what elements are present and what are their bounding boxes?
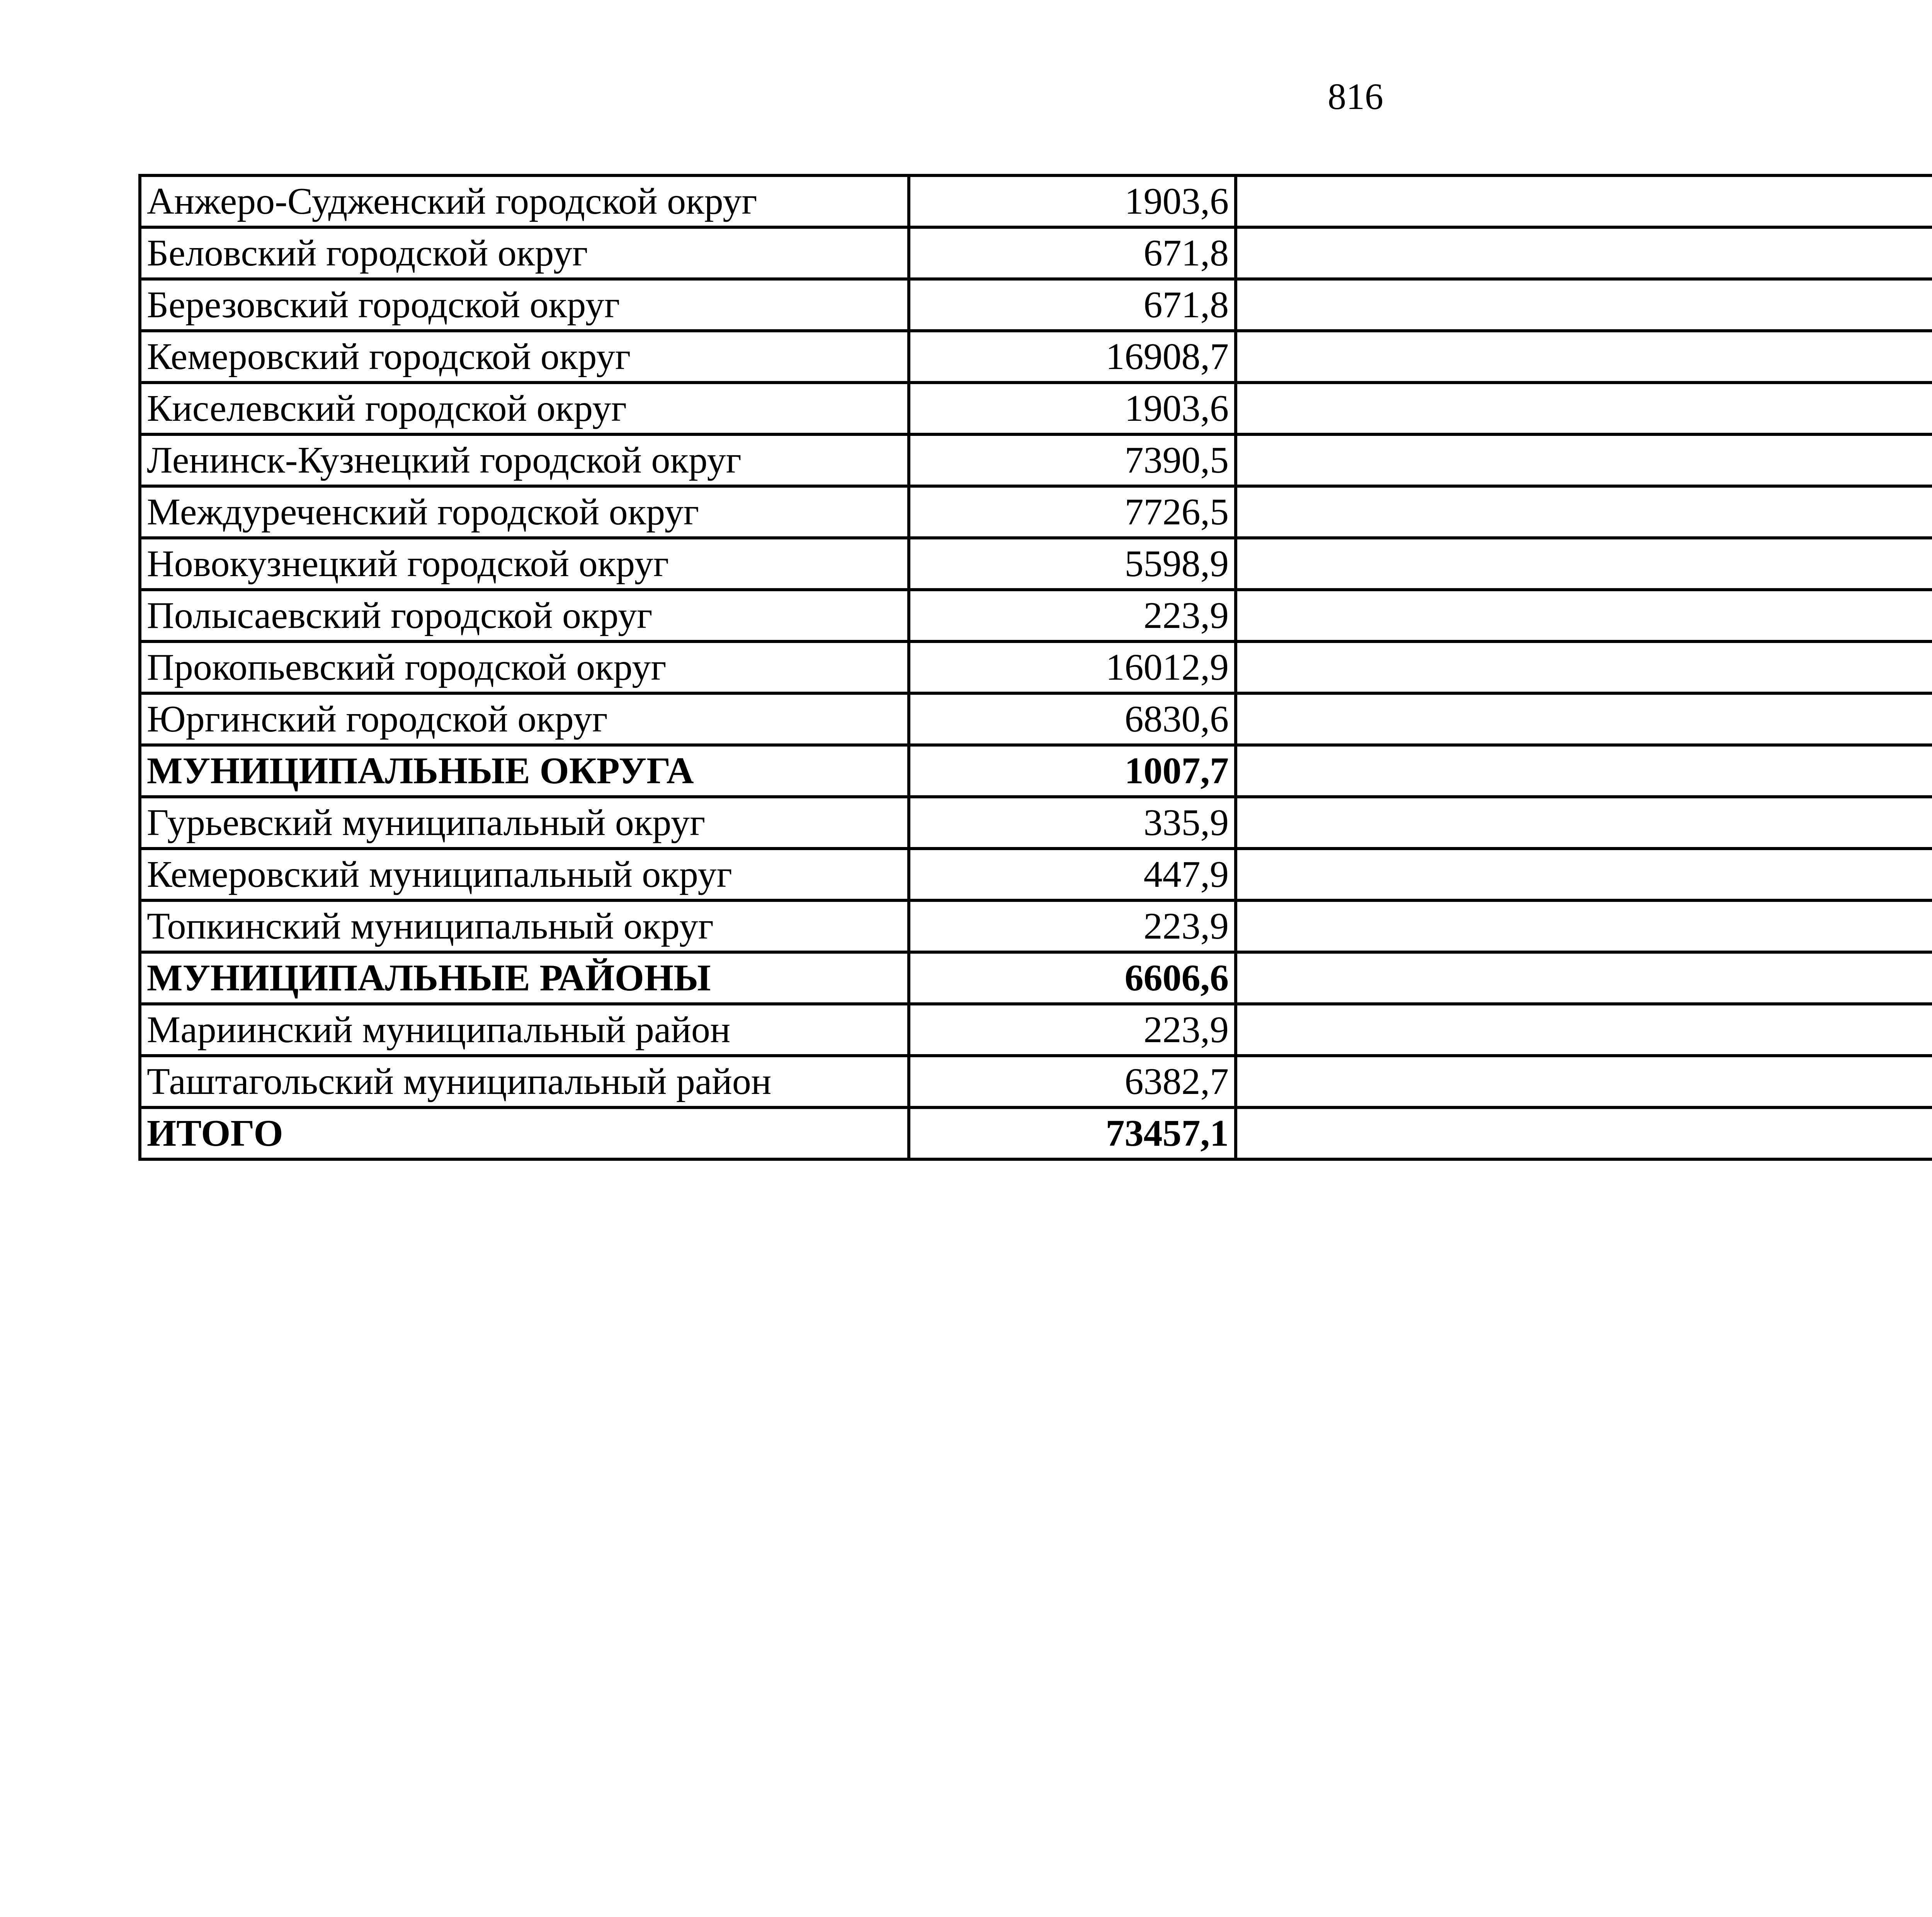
row-name-cell: Междуреченский городской округ bbox=[140, 486, 909, 538]
row-value2-cell bbox=[1236, 279, 1932, 331]
row-value1-cell: 6606,6 bbox=[909, 952, 1236, 1004]
row-value1-cell: 223,9 bbox=[909, 590, 1236, 641]
row-name-cell: Прокопьевский городской округ bbox=[140, 641, 909, 693]
table-row bbox=[140, 797, 1932, 849]
row-value2-cell bbox=[1236, 797, 1932, 849]
row-value2-cell bbox=[1236, 331, 1932, 383]
table-row-subtotal bbox=[140, 952, 1932, 1004]
row-name-cell: Анжеро-Судженский городской округ bbox=[140, 175, 909, 227]
table-body bbox=[140, 175, 1932, 1159]
table-row-total bbox=[140, 1107, 1932, 1159]
row-name-cell: Кемеровский муниципальный округ bbox=[140, 849, 909, 900]
row-value2-cell bbox=[1236, 434, 1932, 486]
row-value1-cell: 671,8 bbox=[909, 227, 1236, 279]
row-value1-cell: 6382,7 bbox=[909, 1056, 1236, 1107]
row-value2-cell bbox=[1236, 1107, 1932, 1159]
row-name-cell: Таштагольский муниципальный район bbox=[140, 1056, 909, 1107]
row-value2-cell bbox=[1236, 952, 1932, 1004]
table-row bbox=[140, 486, 1932, 538]
row-value1-cell: 1903,6 bbox=[909, 383, 1236, 434]
row-value1-cell: 7726,5 bbox=[909, 486, 1236, 538]
row-name-cell: Топкинский муниципальный округ bbox=[140, 900, 909, 952]
table-row bbox=[140, 175, 1932, 227]
table-row bbox=[140, 383, 1932, 434]
row-value2-cell bbox=[1236, 849, 1932, 900]
row-value1-cell: 5598,9 bbox=[909, 538, 1236, 590]
page-number: 816 bbox=[1328, 76, 1383, 117]
row-value2-cell bbox=[1236, 900, 1932, 952]
row-value2-cell bbox=[1236, 641, 1932, 693]
table-row bbox=[140, 641, 1932, 693]
table-row bbox=[140, 1056, 1932, 1107]
row-name-cell: Новокузнецкий городской округ bbox=[140, 538, 909, 590]
row-value2-cell bbox=[1236, 1056, 1932, 1107]
table-row bbox=[140, 227, 1932, 279]
row-value1-cell: 6830,6 bbox=[909, 693, 1236, 745]
data-table bbox=[138, 174, 1932, 1161]
row-value2-cell bbox=[1236, 383, 1932, 434]
row-value1-cell: 223,9 bbox=[909, 1004, 1236, 1056]
row-value2-cell bbox=[1236, 175, 1932, 227]
row-value1-cell: 7390,5 bbox=[909, 434, 1236, 486]
row-value2-cell bbox=[1236, 745, 1932, 797]
row-name-cell: Ленинск-Кузнецкий городской округ bbox=[140, 434, 909, 486]
row-value2-cell bbox=[1236, 1004, 1932, 1056]
row-value2-cell bbox=[1236, 227, 1932, 279]
table-row bbox=[140, 1004, 1932, 1056]
row-value1-cell: 1007,7 bbox=[909, 745, 1236, 797]
table-row bbox=[140, 693, 1932, 745]
row-value1-cell: 447,9 bbox=[909, 849, 1236, 900]
row-value2-cell bbox=[1236, 486, 1932, 538]
row-name-cell: Киселевский городской округ bbox=[140, 383, 909, 434]
table-row-subtotal bbox=[140, 745, 1932, 797]
row-value1-cell: 335,9 bbox=[909, 797, 1236, 849]
row-name-cell: Беловский городской округ bbox=[140, 227, 909, 279]
row-name-cell: Юргинский городской округ bbox=[140, 693, 909, 745]
row-value1-cell: 73457,1 bbox=[909, 1107, 1236, 1159]
row-value1-cell: 1903,6 bbox=[909, 175, 1236, 227]
row-name-cell: Кемеровский городской округ bbox=[140, 331, 909, 383]
table-row bbox=[140, 900, 1932, 952]
row-value1-cell: 16012,9 bbox=[909, 641, 1236, 693]
row-value2-cell bbox=[1236, 538, 1932, 590]
table-row bbox=[140, 331, 1932, 383]
row-value2-cell bbox=[1236, 693, 1932, 745]
row-name-cell: МУНИЦИПАЛЬНЫЕ ОКРУГА bbox=[140, 745, 909, 797]
row-value2-cell bbox=[1236, 590, 1932, 641]
row-name-cell: Гурьевский муниципальный округ bbox=[140, 797, 909, 849]
table-row bbox=[140, 590, 1932, 641]
row-value1-cell: 223,9 bbox=[909, 900, 1236, 952]
row-name-cell: Березовский городской округ bbox=[140, 279, 909, 331]
table-row bbox=[140, 538, 1932, 590]
row-name-cell: Мариинский муниципальный район bbox=[140, 1004, 909, 1056]
table-row bbox=[140, 849, 1932, 900]
row-name-cell: Полысаевский городской округ bbox=[140, 590, 909, 641]
row-name-cell: МУНИЦИПАЛЬНЫЕ РАЙОНЫ bbox=[140, 952, 909, 1004]
table-row bbox=[140, 279, 1932, 331]
row-value1-cell: 671,8 bbox=[909, 279, 1236, 331]
table-row bbox=[140, 434, 1932, 486]
row-value1-cell: 16908,7 bbox=[909, 331, 1236, 383]
row-name-cell: ИТОГО bbox=[140, 1107, 909, 1159]
